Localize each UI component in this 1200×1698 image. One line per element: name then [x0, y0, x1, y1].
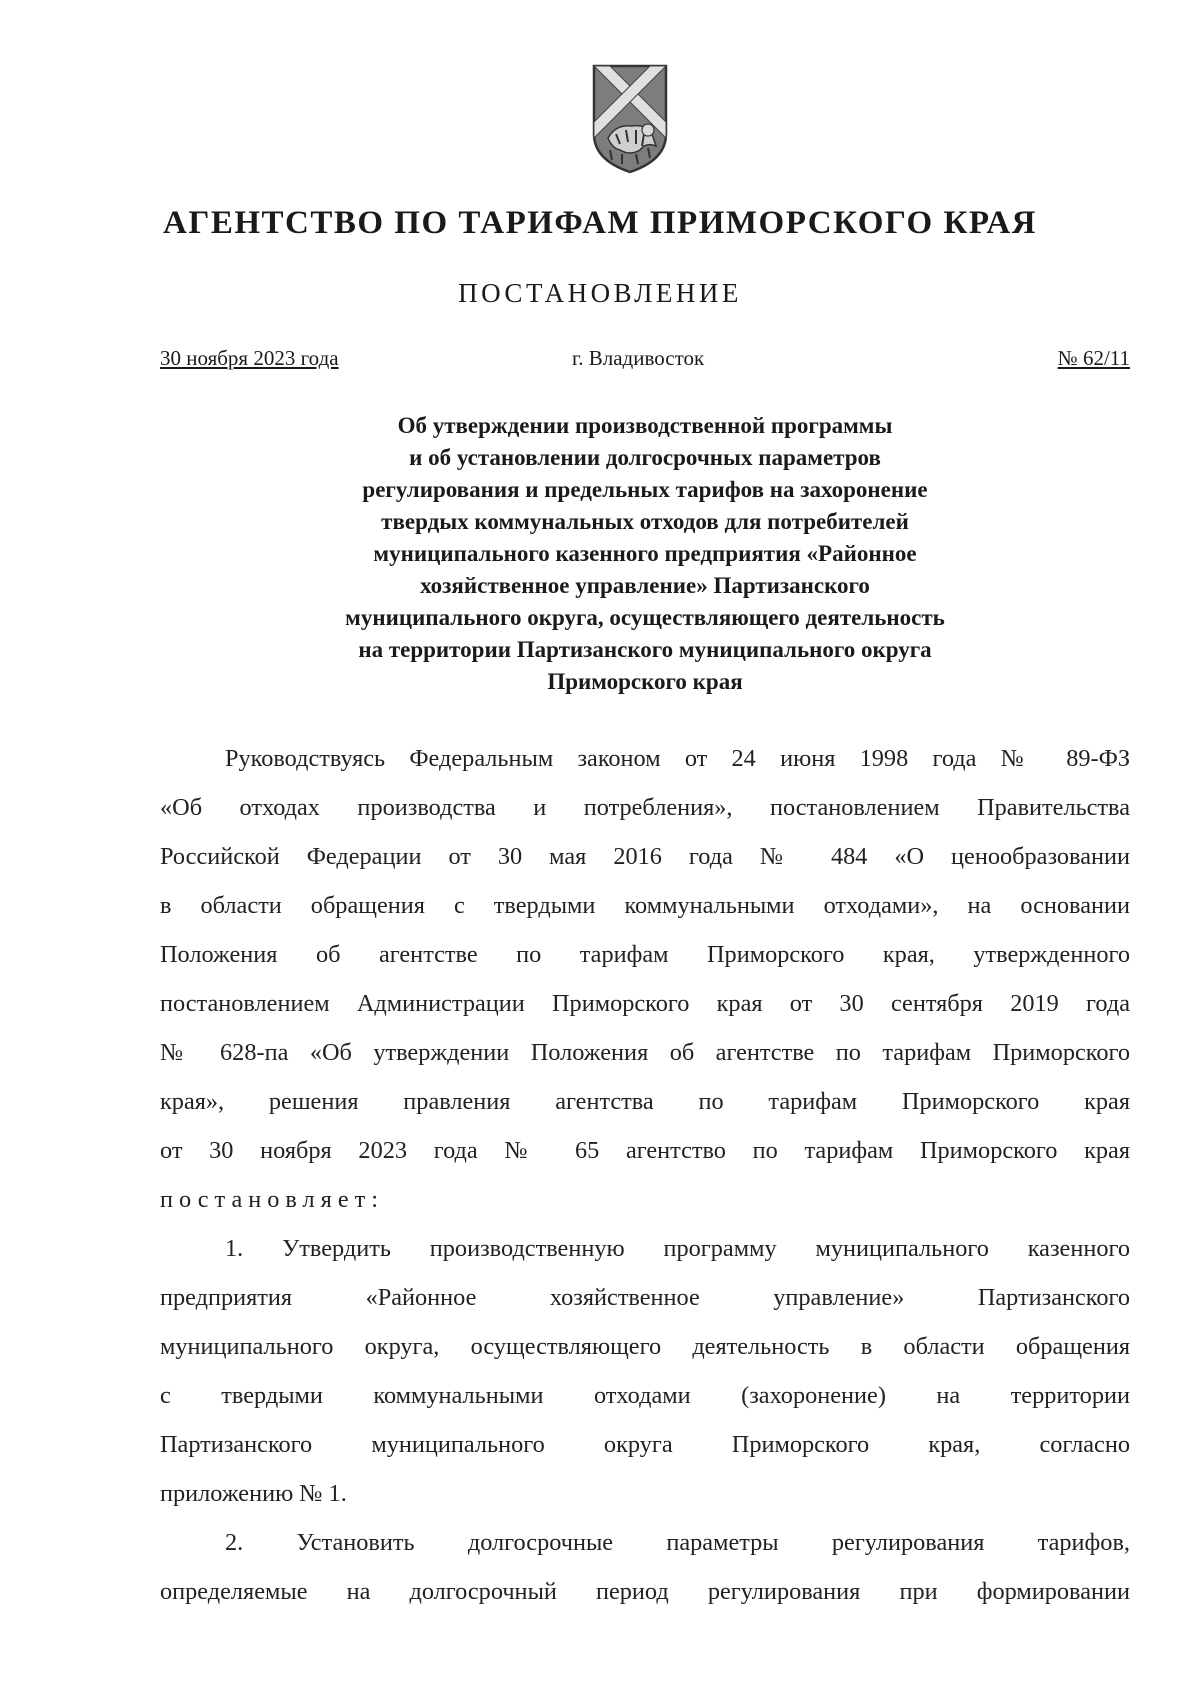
body-line: постановлением Администрации Приморского края от 30 сентября 2019 года	[160, 990, 1130, 1017]
document-body	[160, 734, 1130, 1616]
body-line: определяемые на долгосрочный период регулирования при формировании	[160, 1578, 1130, 1605]
title-line: твердых коммунальных отходов для потребителей	[381, 509, 909, 534]
body-line: с твердыми коммунальными отходами (захоронение) на территории	[160, 1382, 1130, 1409]
body-line: приложению № 1.	[160, 1480, 347, 1507]
title-line: хозяйственное управление» Партизанского	[420, 573, 870, 598]
title-line: регулирования и предельных тарифов на захоронение	[362, 477, 928, 502]
body-line: Российской Федерации от 30 мая 2016 года № 484 «О ценообразовании	[160, 843, 1130, 870]
title-line: Приморского края	[547, 669, 743, 694]
document-meta	[160, 346, 1130, 376]
document-city: г. Владивосток	[572, 346, 705, 370]
document-title	[160, 410, 1130, 698]
body-line: 2. Установить долгосрочные параметры регулирования тарифов,	[225, 1529, 1130, 1556]
title-line: Об утверждении производственной программы	[397, 413, 893, 438]
title-line: муниципального округа, осуществляющего деятельность	[345, 605, 945, 630]
body-line: Руководствуясь Федеральным законом от 24 июня 1998 года № 89-ФЗ	[225, 745, 1130, 772]
body-line: края», решения правления агентства по тарифам Приморского края	[160, 1088, 1130, 1115]
body-line: в области обращения с твердыми коммунальными отходами», на основании	[160, 892, 1130, 919]
body-line: Положения об агентстве по тарифам Приморского края, утвержденного	[160, 941, 1130, 968]
document-type: ПОСТАНОВЛЕНИЕ	[458, 278, 742, 308]
document-number: № 62/11	[1057, 346, 1130, 370]
body-line: № 628-па «Об утверждении Положения об агентстве по тарифам Приморского	[160, 1039, 1130, 1066]
body-line: Партизанского муниципального округа Приморского края, согласно	[160, 1431, 1130, 1458]
body-line: 1. Утвердить производственную программу муниципального казенного	[225, 1235, 1130, 1262]
title-line: на территории Партизанского муниципального округа	[358, 637, 932, 662]
title-line: и об установлении долгосрочных параметров	[409, 445, 881, 470]
body-line: муниципального округа, осуществляющего деятельность в области обращения	[160, 1333, 1130, 1360]
body-line: предприятия «Районное хозяйственное управление» Партизанского	[160, 1284, 1130, 1311]
resolution-word: постановляет:	[160, 1186, 384, 1213]
body-line: «Об отходах производства и потребления», постановлением Правительства	[160, 794, 1130, 821]
title-line: муниципального казенного предприятия «Районное	[373, 541, 917, 566]
agency-name: АГЕНТСТВО ПО ТАРИФАМ ПРИМОРСКОГО КРАЯ	[163, 205, 1037, 241]
document-date: 30 ноября 2023 года	[160, 346, 339, 370]
coat-of-arms-emblem	[586, 60, 674, 178]
body-line: от 30 ноября 2023 года № 65 агентство по тарифам Приморского края	[160, 1137, 1130, 1164]
